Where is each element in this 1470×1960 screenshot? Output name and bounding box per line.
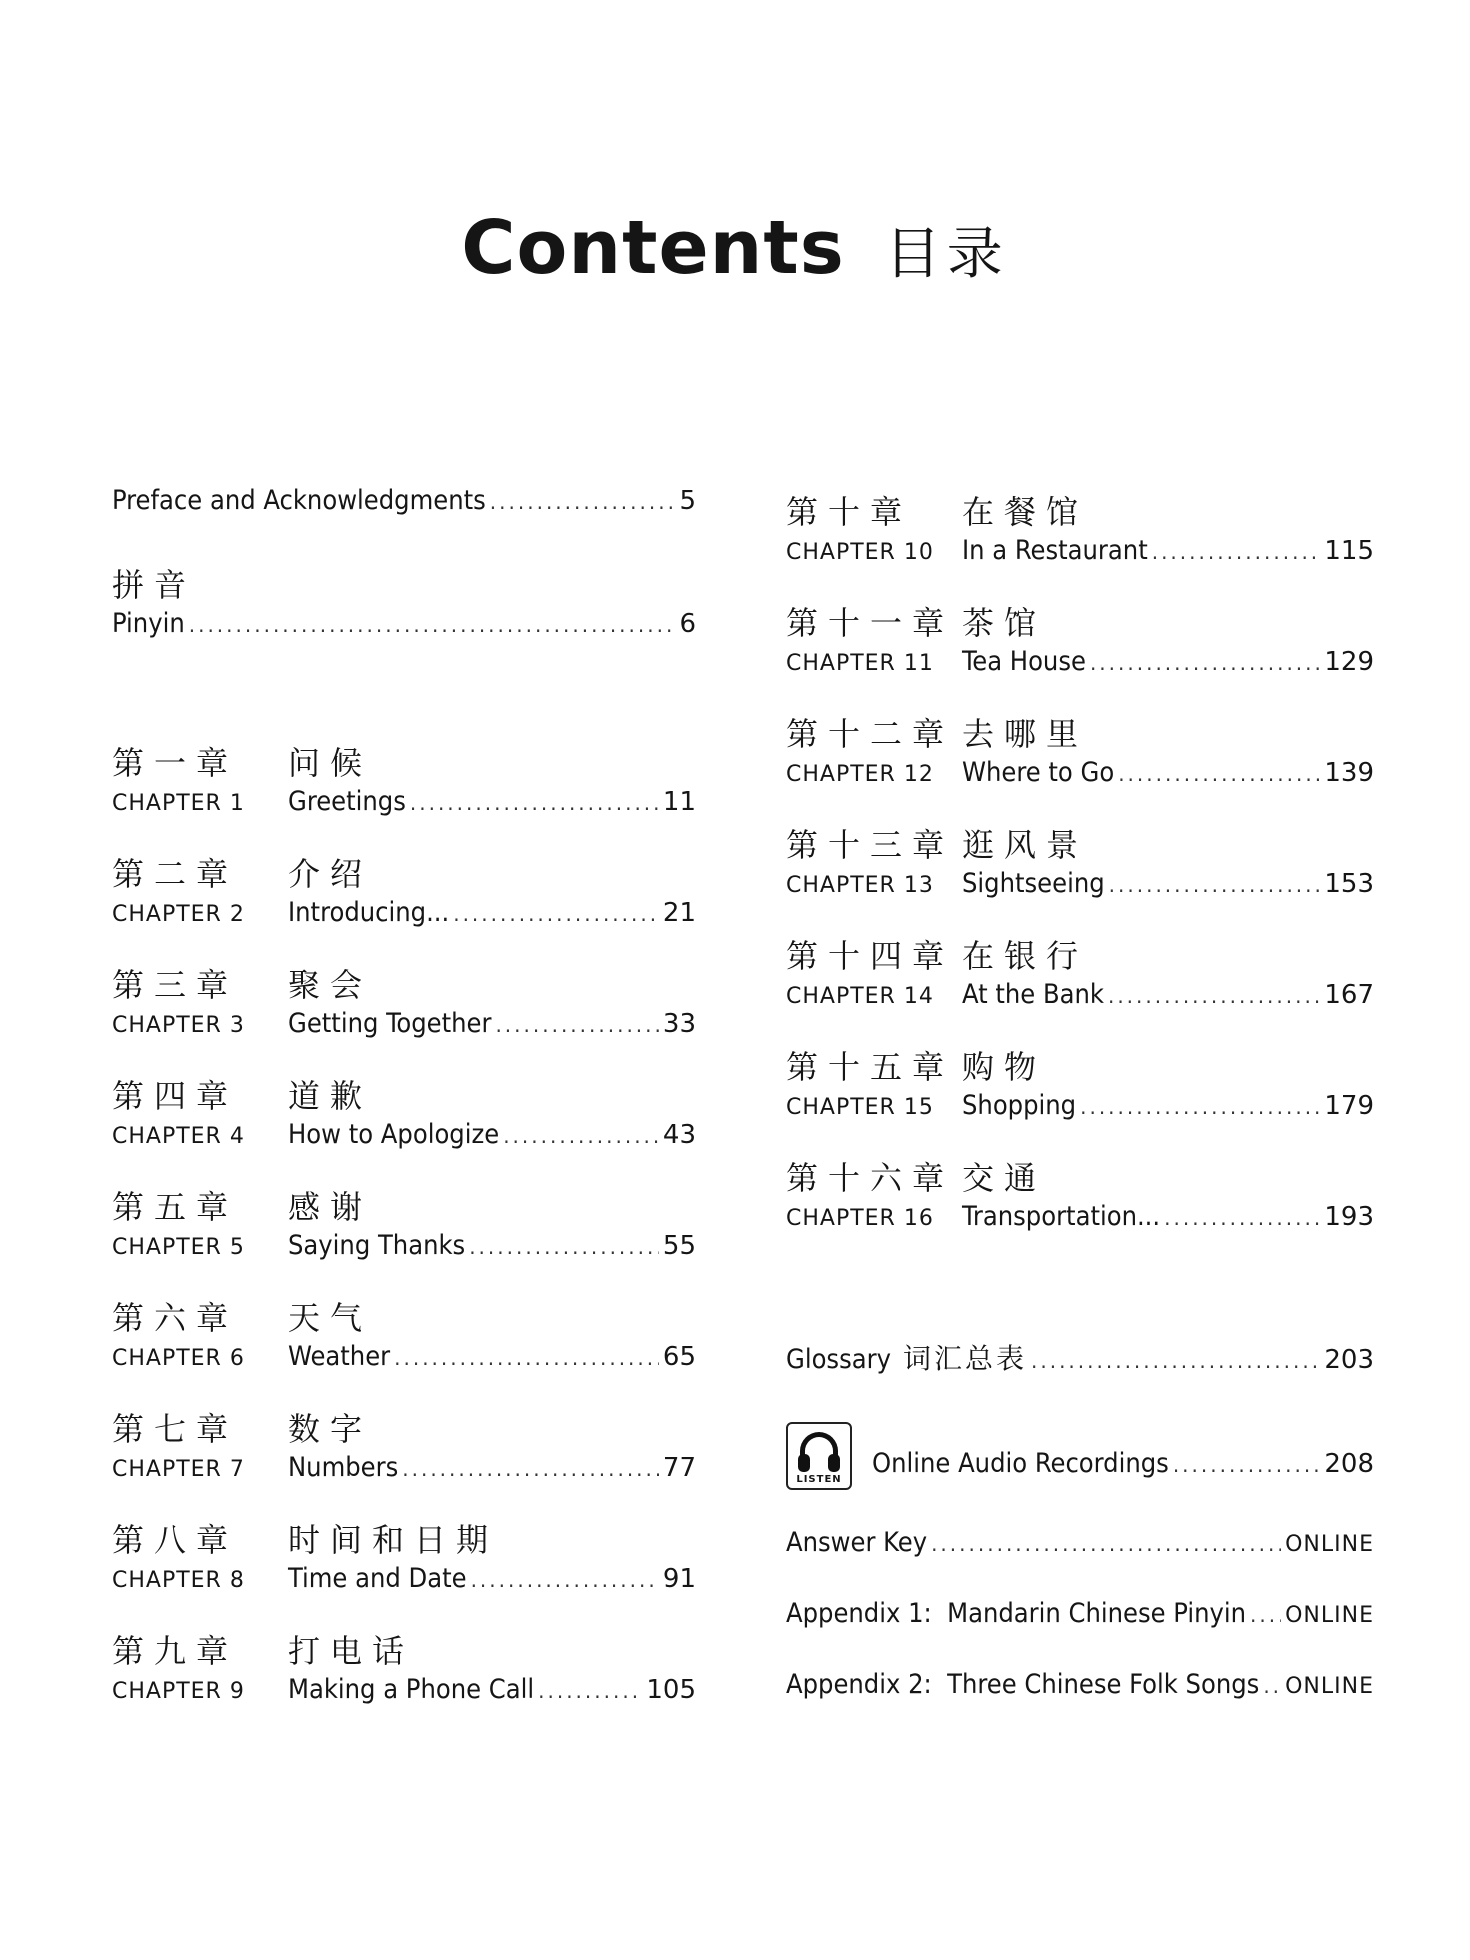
entry-title: Appendix 1: Mandarin Chinese Pinyin: [786, 1598, 1247, 1629]
chapter-zh-number: 第十六章: [786, 1159, 955, 1197]
chapter-zh-number: 第八章: [112, 1521, 239, 1559]
toc-entry-chapter-8[interactable]: [112, 1515, 696, 1626]
headphones-icon: [786, 1422, 852, 1490]
chapter-zh-title: 在餐馆: [962, 493, 1089, 531]
chapter-zh-title: 道歉: [288, 1077, 373, 1115]
chapter-page: 179: [1324, 1091, 1374, 1121]
chapter-zh-number: 第十四章: [786, 937, 955, 975]
chapter-zh-number: 第六章: [112, 1299, 239, 1337]
toc-entry-chapter-5[interactable]: [112, 1182, 696, 1293]
chapter-title: Tea House: [962, 646, 1086, 677]
chapter-zh-title: 茶馆: [962, 604, 1047, 642]
chapter-title: At the Bank: [962, 979, 1104, 1010]
chapter-zh-number: 第九章: [112, 1632, 239, 1670]
chapter-title: Numbers: [288, 1452, 399, 1483]
toc-entry-chapter-7[interactable]: [112, 1404, 696, 1515]
chapter-label: CHAPTER 4: [112, 1124, 245, 1149]
chapter-label: CHAPTER 16: [786, 1206, 934, 1231]
entry-title: Pinyin: [112, 608, 185, 639]
leader-dots: [538, 1679, 642, 1703]
chapter-title: Saying Thanks: [288, 1230, 466, 1261]
chapter-page: 55: [662, 1231, 696, 1261]
chapter-title: Time and Date: [288, 1563, 467, 1594]
entry-page: 203: [1324, 1345, 1374, 1375]
chapter-zh-title: 天气: [288, 1299, 373, 1337]
toc-entry-chapter-9[interactable]: [112, 1626, 696, 1737]
chapter-page: 115: [1324, 536, 1374, 566]
leader-dots: [469, 1235, 659, 1259]
chapter-page: 139: [1324, 758, 1374, 788]
leader-dots: [495, 1013, 658, 1037]
chapter-zh-title: 逛风景: [962, 826, 1089, 864]
chapter-label: CHAPTER 3: [112, 1013, 245, 1038]
toc-entry-preface[interactable]: [112, 485, 696, 516]
chapter-zh-number: 第十五章: [786, 1048, 955, 1086]
chapter-title: In a Restaurant: [962, 535, 1148, 566]
chapter-zh-number: 第五章: [112, 1188, 239, 1226]
chapter-label: CHAPTER 8: [112, 1568, 245, 1593]
leader-dots: [1164, 1206, 1320, 1230]
entry-title: Glossary: [786, 1344, 891, 1375]
chapter-page: 65: [662, 1342, 696, 1372]
entry-title: Online Audio Recordings: [872, 1448, 1169, 1479]
chapter-page: 105: [646, 1675, 696, 1705]
chapter-label: CHAPTER 15: [786, 1095, 934, 1120]
toc-entry-chapter-1[interactable]: [112, 738, 696, 849]
toc-entry-chapter-6[interactable]: [112, 1293, 696, 1404]
entry-title: Answer Key: [786, 1527, 928, 1558]
leader-dots: [1080, 1095, 1320, 1119]
leader-dots: [490, 490, 676, 514]
entry-page: ONLINE: [1285, 1532, 1374, 1557]
toc-entry-chapter-4[interactable]: [112, 1071, 696, 1182]
chapter-page: 167: [1324, 980, 1374, 1010]
chapter-page: 91: [662, 1564, 696, 1594]
chapter-page: 77: [662, 1453, 696, 1483]
chapter-list-left: [112, 738, 696, 1737]
chapter-title: Shopping: [962, 1090, 1077, 1121]
chapter-page: 11: [662, 787, 696, 817]
chapter-label: CHAPTER 5: [112, 1235, 245, 1260]
leader-dots: [189, 613, 676, 637]
chapter-title: Introducing...: [288, 897, 450, 928]
chapter-label: CHAPTER 12: [786, 762, 934, 787]
chapter-zh-number: 第一章: [112, 744, 239, 782]
chapter-zh-title: 去哪里: [962, 715, 1089, 753]
chapter-title: How to Apologize: [288, 1119, 500, 1150]
toc-entry-chapter-16[interactable]: [786, 1153, 1374, 1264]
entry-page: ONLINE: [1285, 1603, 1374, 1628]
entry-zh-title: 拼音: [112, 566, 197, 604]
chapter-list-right: [786, 487, 1374, 1264]
leader-dots: [410, 791, 659, 815]
toc-entry-pinyin[interactable]: [112, 560, 696, 648]
leader-dots: [931, 1532, 1281, 1556]
leader-dots: [1109, 873, 1321, 897]
chapter-page: 193: [1324, 1202, 1374, 1232]
title-english: Contents: [461, 205, 845, 291]
chapter-zh-title: 购物: [962, 1048, 1047, 1086]
chapter-zh-title: 在银行: [962, 937, 1089, 975]
chapter-label: CHAPTER 2: [112, 902, 245, 927]
leader-dots: [1173, 1453, 1321, 1477]
toc-entry-appendix-2[interactable]: [786, 1669, 1374, 1700]
toc-entry-chapter-14[interactable]: [786, 931, 1374, 1042]
entry-page: 6: [679, 609, 696, 639]
toc-entry-chapter-11[interactable]: [786, 598, 1374, 709]
chapter-zh-number: 第二章: [112, 855, 239, 893]
chapter-label: CHAPTER 6: [112, 1346, 245, 1371]
toc-entry-audio[interactable]: [872, 1448, 1374, 1479]
chapter-title: Sightseeing: [962, 868, 1105, 899]
chapter-label: CHAPTER 13: [786, 873, 934, 898]
chapter-zh-title: 问候: [288, 744, 373, 782]
toc-entry-chapter-3[interactable]: [112, 960, 696, 1071]
chapter-label: CHAPTER 9: [112, 1679, 245, 1704]
chapter-zh-title: 聚会: [288, 966, 373, 1004]
leader-dots: [1090, 651, 1320, 675]
leader-dots: [1031, 1349, 1320, 1373]
chapter-page: 153: [1324, 869, 1374, 899]
chapter-title: Weather: [288, 1341, 391, 1372]
leader-dots: [1118, 762, 1320, 786]
toc-entry-appendix-1[interactable]: [786, 1598, 1374, 1629]
chapter-zh-number: 第十一章: [786, 604, 955, 642]
leader-dots: [1108, 984, 1320, 1008]
chapter-zh-title: 数字: [288, 1410, 373, 1448]
entry-title: Appendix 2: Three Chinese Folk Songs: [786, 1669, 1260, 1700]
chapter-label: CHAPTER 7: [112, 1457, 245, 1482]
toc-entry-chapter-10[interactable]: [786, 487, 1374, 598]
leader-dots: [1250, 1603, 1281, 1627]
chapter-label: CHAPTER 14: [786, 984, 934, 1009]
leader-dots: [1152, 540, 1321, 564]
listen-label: LISTEN: [796, 1474, 842, 1485]
toc-entry-chapter-13[interactable]: [786, 820, 1374, 931]
leader-dots: [394, 1346, 659, 1370]
chapter-zh-number: 第十章: [786, 493, 913, 531]
chapter-zh-number: 第三章: [112, 966, 239, 1004]
entry-page: 208: [1324, 1449, 1374, 1479]
chapter-page: 129: [1324, 647, 1374, 677]
entry-page: 5: [679, 486, 696, 516]
chapter-zh-title: 打电话: [288, 1632, 415, 1670]
chapter-title: Where to Go: [962, 757, 1115, 788]
chapter-zh-title: 交通: [962, 1159, 1047, 1197]
chapter-title: Making a Phone Call: [288, 1674, 535, 1705]
chapter-zh-number: 第十二章: [786, 715, 955, 753]
chapter-zh-title: 时间和日期: [288, 1521, 499, 1559]
leader-dots: [1263, 1674, 1281, 1698]
toc-entry-chapter-2[interactable]: [112, 849, 696, 960]
chapter-label: CHAPTER 1: [112, 791, 245, 816]
chapter-zh-number: 第四章: [112, 1077, 239, 1115]
toc-entry-answer-key[interactable]: [786, 1527, 1374, 1558]
leader-dots: [471, 1568, 659, 1592]
chapter-zh-number: 第七章: [112, 1410, 239, 1448]
page-title: [0, 205, 1470, 291]
chapter-zh-title: 介绍: [288, 855, 373, 893]
leader-dots: [453, 902, 659, 926]
chapter-title: Greetings: [288, 786, 406, 817]
entry-zh-title: 词汇总表: [902, 1342, 1027, 1375]
entry-page: ONLINE: [1285, 1674, 1374, 1699]
chapter-page: 21: [662, 898, 696, 928]
chapter-zh-number: 第十三章: [786, 826, 955, 864]
chapter-page: 43: [662, 1120, 696, 1150]
chapter-title: Transportation...: [962, 1201, 1161, 1232]
toc-entry-chapter-15[interactable]: [786, 1042, 1374, 1153]
chapter-label: CHAPTER 10: [786, 540, 934, 565]
leader-dots: [503, 1124, 659, 1148]
chapter-zh-title: 感谢: [288, 1188, 373, 1226]
title-chinese: 目录: [884, 222, 1009, 287]
chapter-page: 33: [662, 1009, 696, 1039]
toc-entry-glossary[interactable]: [786, 1337, 1374, 1377]
chapter-label: CHAPTER 11: [786, 651, 934, 676]
chapter-title: Getting Together: [288, 1008, 492, 1039]
toc-entry-chapter-12[interactable]: [786, 709, 1374, 820]
leader-dots: [402, 1457, 659, 1481]
entry-title: Preface and Acknowledgments: [112, 485, 486, 516]
